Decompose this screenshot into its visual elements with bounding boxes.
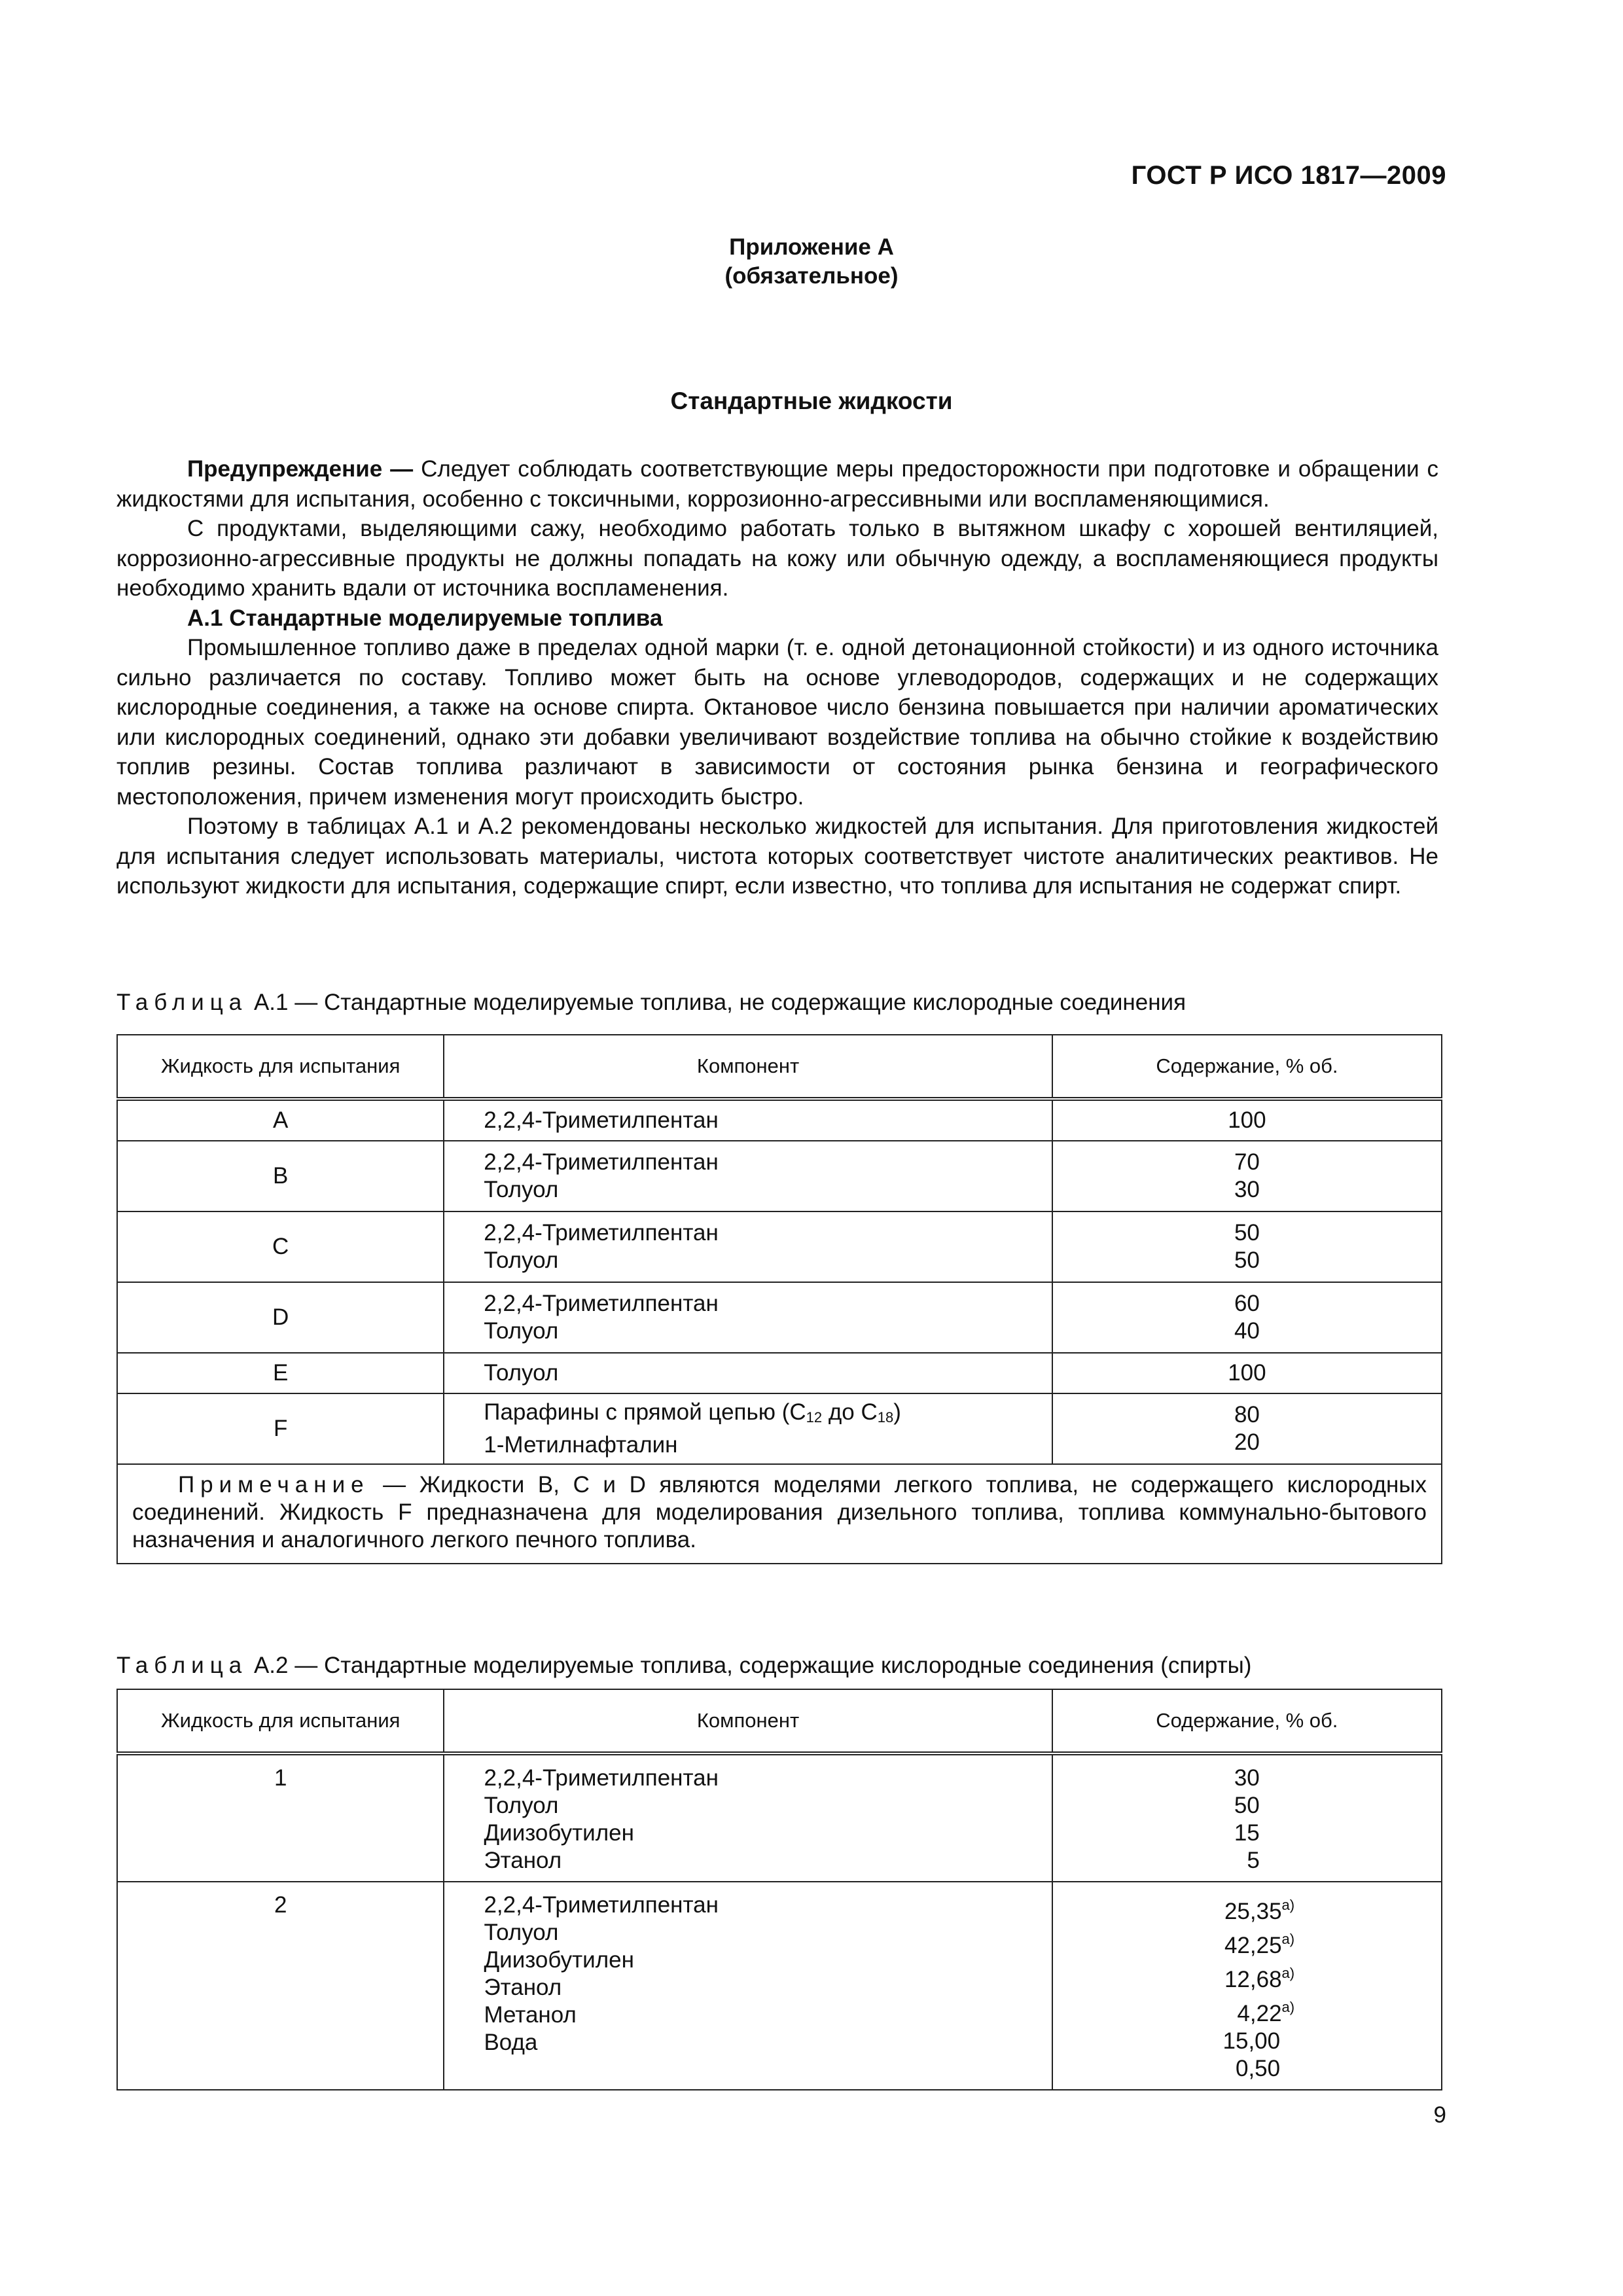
column-header: Жидкость для испытания: [117, 1689, 444, 1753]
table-row: [117, 1882, 1442, 2090]
value: 100: [1228, 1107, 1266, 1133]
standard-code: ГОСТ Р ИСО 1817—2009: [1131, 161, 1446, 190]
component: 1-Метилнафталин: [484, 1432, 678, 1458]
column-header: Содержание, % об.: [1052, 1035, 1442, 1099]
table1-caption-text: А.1 — Стандартные моделируемые топлива, не содержащие кислородные соединения: [247, 990, 1186, 1015]
table-row: [117, 1282, 1442, 1353]
value-cell: [1052, 1753, 1442, 1882]
component: 2,2,4-Триметилпентан: [484, 1892, 719, 1918]
footnote-mark: a): [1281, 1965, 1295, 1981]
component: Толуол: [484, 1920, 559, 1945]
value: 40: [1234, 1318, 1260, 1344]
component-text: до С: [822, 1399, 878, 1425]
table2-caption-text: А.2 — Стандартные моделируемые топлива, содержащие кислородные соединения (спирты): [247, 1653, 1252, 1678]
component: Толуол: [484, 1793, 559, 1818]
table-row: [117, 1141, 1442, 1211]
value-number: 12,68: [1224, 1967, 1282, 1992]
warning-label: Предупреждение —: [187, 456, 414, 482]
column-header: Жидкость для испытания: [117, 1035, 444, 1099]
component-cell: [444, 1099, 1052, 1141]
component: [484, 1399, 1052, 1431]
fluid-cell: C: [117, 1211, 444, 1282]
subscript: 18: [877, 1409, 894, 1426]
table-row: [117, 1099, 1442, 1141]
fluid-cell: B: [117, 1141, 444, 1211]
column-header: Компонент: [444, 1035, 1052, 1099]
component: 2,2,4-Триметилпентан: [484, 1291, 719, 1316]
component: Толуол: [484, 1360, 559, 1386]
warning-paragraph: [116, 454, 1438, 514]
footnote-mark: a): [1281, 1897, 1295, 1913]
table-row: [117, 1393, 1442, 1464]
value: [1223, 1994, 1295, 2028]
value-cell: [1052, 1353, 1442, 1393]
value-cell: [1052, 1099, 1442, 1141]
component: Этанол: [484, 1975, 562, 2000]
component: Толуол: [484, 1318, 559, 1344]
component-text: ): [893, 1399, 901, 1425]
value: 20: [1234, 1429, 1260, 1455]
value-cell: [1052, 1393, 1442, 1464]
fluid-cell: D: [117, 1282, 444, 1353]
table-note-row: [117, 1464, 1442, 1564]
table1: [116, 1034, 1442, 1564]
value-number: 0,50: [1235, 2056, 1281, 2081]
annex-title: Приложение А: [729, 234, 894, 260]
component: Метанол: [484, 2002, 577, 2028]
component: 2,2,4-Триметилпентан: [484, 1107, 719, 1133]
footnote-mark: a): [1281, 1931, 1295, 1947]
footnote-mark: a): [1281, 1999, 1295, 2015]
value: 50: [1234, 1247, 1260, 1273]
value: 100: [1228, 1360, 1266, 1386]
value: 30: [1234, 1765, 1260, 1791]
value: 30: [1234, 1177, 1260, 1202]
value: 50: [1234, 1793, 1260, 1818]
page-number: 9: [1433, 2102, 1446, 2128]
value: 70: [1234, 1149, 1260, 1175]
fluid-cell: A: [117, 1099, 444, 1141]
component-cell: [444, 1753, 1052, 1882]
fluid-cell: E: [117, 1353, 444, 1393]
value-cell: [1052, 1282, 1442, 1353]
paragraph: С продуктами, выделяющими сажу, необходимо работать только в вытяжном шкафу с хорошей вентиляцией, коррозионно-агрессивные продукты не должны попадать на кожу или обычную одежду, а воспламеняющиеся продукты необходимо хранить вдали от источника воспламенения.: [116, 516, 1438, 601]
section-title: Стандартные жидкости: [670, 387, 953, 414]
table-header-row: [117, 1035, 1442, 1099]
column-header: Содержание, % об.: [1052, 1689, 1442, 1753]
component: 2,2,4-Триметилпентан: [484, 1765, 719, 1791]
table1-caption-label: Таблица: [116, 990, 248, 1015]
paragraph: Промышленное топливо даже в пределах одной марки (т. е. одной детонационной стойкости) и из одного источника сильно различается по составу. Топливо может быть на основе углеводородов, содержащих и не содержащих кислородные соединения, а также на основе спирта. Октановое число бензина повышается при наличии ароматических или кислородных соединений, однако эти добавки увеличивают воздействие топлива на обычно стойкие к воздействию топлив резины. Состав топлива различают в зависимости от состояния рынка бензина и географического местоположения, причем изменения могут происходить быстро.: [116, 635, 1438, 810]
component: Диизобутилен: [484, 1947, 634, 1973]
component: Диизобутилен: [484, 1820, 634, 1846]
table2-caption: [116, 1653, 1445, 1679]
paragraph: Поэтому в таблицах А.1 и А.2 рекомендованы несколько жидкостей для испытания. Для приготовления жидкостей для испытания следует использовать материалы, чистота которых соответствует чистоте аналитических реактивов. Не используют жидкости для испытания, содержащие спирт, если известно, что топлива для испытания не содержат спирт.: [116, 814, 1438, 899]
value-cell: [1052, 1211, 1442, 1282]
component: 2,2,4-Триметилпентан: [484, 1149, 719, 1175]
value-group: [1223, 1892, 1295, 2083]
warning-text: Следует соблюдать соответствующие меры предосторожности при подготовке и обращении с жидкостями для испытания, особенно с токсичными, коррозионно-агрессивными или воспламеняющимися.: [116, 456, 1438, 512]
subsection-title: А.1 Стандартные моделируемые топлива: [187, 605, 663, 631]
component: Этанол: [484, 1848, 562, 1873]
value: [1223, 1892, 1295, 1926]
value: 5: [1247, 1848, 1260, 1873]
fluid-cell: F: [117, 1393, 444, 1464]
value-group: [1234, 1765, 1260, 1874]
note-text: — Жидкости B, C и D являются моделями легкого топлива, не содержащего кислородных соединений. Жидкость F предназначена для моделирования дизельного топлива, топлива коммунально-бытового назначения и аналогичного легкого печного топлива.: [132, 1472, 1427, 1552]
value-cell: [1052, 1141, 1442, 1211]
body-text: [116, 454, 1438, 901]
value-cell: [1052, 1882, 1442, 2090]
component-cell: [444, 1882, 1052, 2090]
component: Толуол: [484, 1247, 559, 1273]
column-header: Компонент: [444, 1689, 1052, 1753]
value-number: 25,35: [1224, 1899, 1282, 1924]
table-header-row: [117, 1689, 1442, 1753]
component-cell: [444, 1393, 1052, 1464]
value: [1223, 2055, 1295, 2083]
table1-caption: [116, 990, 1445, 1016]
component-text: Парафины с прямой цепью (С: [484, 1399, 806, 1425]
value-number: 4,22: [1237, 2001, 1282, 2026]
subscript: 12: [806, 1409, 823, 1426]
value: 60: [1234, 1291, 1260, 1316]
component-cell: [444, 1353, 1052, 1393]
annex-status: (обязательное): [724, 263, 899, 289]
table-row: [117, 1353, 1442, 1393]
fluid-cell: 1: [117, 1753, 444, 1882]
value-number: 15,00: [1222, 2028, 1281, 2054]
value: [1223, 1960, 1295, 1994]
component: Толуол: [484, 1177, 559, 1202]
value: 50: [1234, 1220, 1260, 1246]
component: Вода: [484, 2030, 538, 2055]
value: [1223, 2028, 1295, 2055]
table-row: [117, 1753, 1442, 1882]
value: [1223, 1926, 1295, 1960]
fluid-cell: 2: [117, 1882, 444, 2090]
value: 15: [1234, 1820, 1260, 1846]
value: 80: [1234, 1402, 1260, 1427]
component: 2,2,4-Триметилпентан: [484, 1220, 719, 1246]
component-cell: [444, 1211, 1052, 1282]
value-number: 42,25: [1224, 1933, 1282, 1958]
table2: [116, 1689, 1442, 2090]
table-row: [117, 1211, 1442, 1282]
table2-caption-label: Таблица: [116, 1653, 248, 1678]
component-cell: [444, 1141, 1052, 1211]
note-label: Примечание: [178, 1472, 370, 1498]
table-note: [117, 1464, 1442, 1564]
component-cell: [444, 1282, 1052, 1353]
